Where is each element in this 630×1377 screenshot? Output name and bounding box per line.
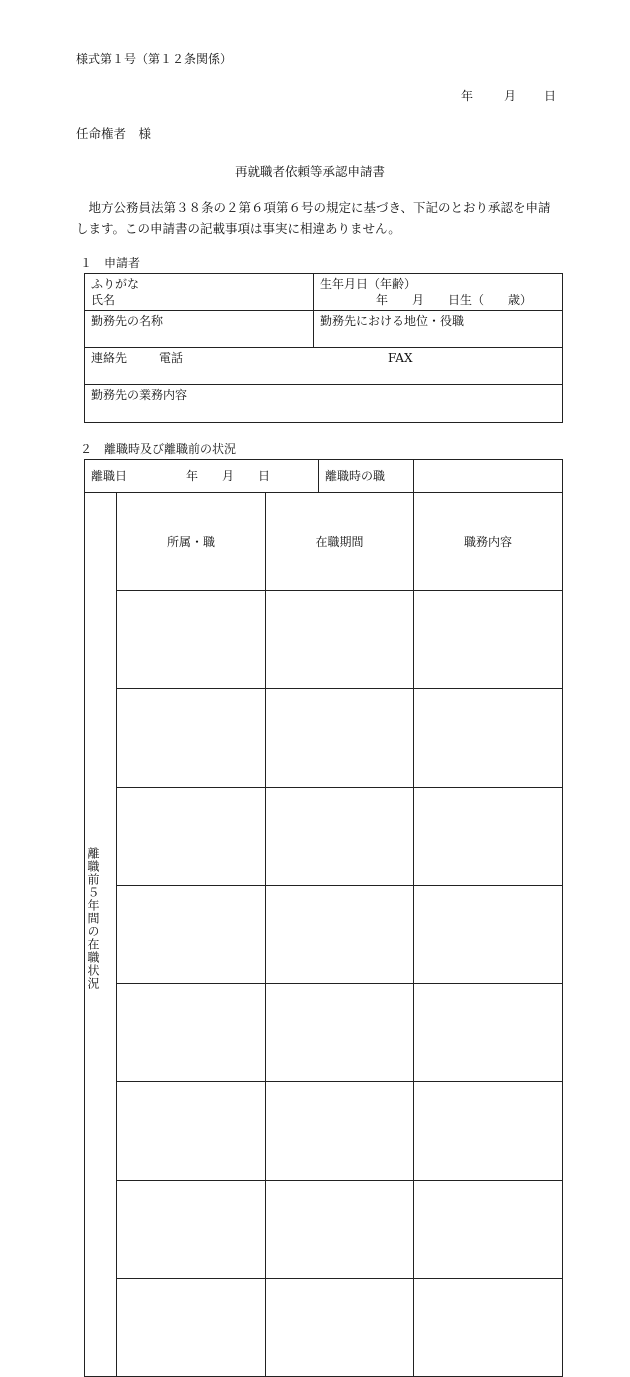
table-row <box>85 885 563 983</box>
table-row <box>85 1278 563 1376</box>
table-row <box>85 591 563 689</box>
period-cell[interactable] <box>266 1278 414 1376</box>
intro-paragraph: 地方公務員法第３８条の２第６項第６号の規定に基づき、下記のとおり承認を申請します。この申請書の記載事項は事実に相違ありません。 <box>76 197 556 239</box>
table-row <box>85 1082 563 1180</box>
name-label: 氏名 <box>91 292 307 308</box>
employer-name-label: 勤務先の名称 <box>85 311 313 331</box>
name-cell[interactable] <box>85 274 314 311</box>
date-month-label: 月 <box>504 89 516 103</box>
duties-cell[interactable] <box>414 787 563 885</box>
period-cell[interactable] <box>266 885 414 983</box>
affiliation-cell[interactable] <box>117 689 266 787</box>
period-cell[interactable] <box>266 1180 414 1278</box>
contact-label: 連絡先 <box>91 351 127 365</box>
period-cell[interactable] <box>266 689 414 787</box>
retire-date-label: 離職日 <box>91 469 127 483</box>
applicant-table <box>84 273 563 423</box>
retire-date-cell[interactable] <box>85 460 414 493</box>
birth-value: 年 月 日生（ 歳） <box>320 292 556 308</box>
duties-cell[interactable] <box>414 1082 563 1180</box>
fax-label: FAX <box>388 350 413 366</box>
addressee: 任命権者 様 <box>76 127 151 141</box>
duties-cell[interactable] <box>414 984 563 1082</box>
employment-history-table <box>84 459 563 1377</box>
side-label: 離職前５年間の在職状況 <box>85 461 102 1376</box>
col-header-duties: 職務内容 <box>414 493 563 591</box>
section1-heading: １ 申請者 <box>80 256 140 270</box>
birth-label: 生年月日（年齢） <box>320 276 556 292</box>
business-content-cell[interactable] <box>85 385 563 423</box>
affiliation-cell[interactable] <box>117 591 266 689</box>
table-row <box>85 787 563 885</box>
date-year-label: 年 <box>461 89 473 103</box>
period-cell[interactable] <box>266 591 414 689</box>
employer-name-cell[interactable] <box>85 311 314 348</box>
affiliation-cell[interactable] <box>117 787 266 885</box>
affiliation-cell[interactable] <box>117 1082 266 1180</box>
affiliation-cell[interactable] <box>117 1180 266 1278</box>
contact-cell[interactable] <box>85 348 563 385</box>
col-header-affiliation: 所属・職 <box>117 493 266 591</box>
affiliation-cell[interactable] <box>117 885 266 983</box>
duties-cell[interactable] <box>414 885 563 983</box>
phone-label: 電話 <box>159 350 183 366</box>
position-label: 勤務先における地位・役職 <box>314 311 562 331</box>
retire-date-value: 年 月 日 <box>186 468 270 484</box>
section2-heading: ２ 離職時及び離職前の状況 <box>80 442 236 456</box>
duties-cell[interactable] <box>414 1180 563 1278</box>
table-row <box>85 689 563 787</box>
duties-cell[interactable] <box>414 1278 563 1376</box>
birth-cell[interactable] <box>314 274 563 311</box>
affiliation-cell[interactable] <box>117 1278 266 1376</box>
business-label: 勤務先の業務内容 <box>85 385 562 405</box>
table-row <box>85 1180 563 1278</box>
affiliation-cell[interactable] <box>117 984 266 1082</box>
table-row <box>85 984 563 1082</box>
period-cell[interactable] <box>266 984 414 1082</box>
side-label-cell <box>85 493 117 1377</box>
duties-cell[interactable] <box>414 591 563 689</box>
document-title: 再就職者依頼等承認申請書 <box>235 165 385 179</box>
furigana-label: ふりがな <box>91 276 307 292</box>
col-header-period: 在職期間 <box>266 493 414 591</box>
duties-cell[interactable] <box>414 689 563 787</box>
period-cell[interactable] <box>266 787 414 885</box>
retire-post-value[interactable] <box>414 460 563 493</box>
position-cell[interactable] <box>314 311 563 348</box>
form-number: 様式第１号（第１２条関係） <box>76 52 232 66</box>
date-day-label: 日 <box>544 89 556 103</box>
retire-post-label: 離職時の職 <box>325 468 385 484</box>
period-cell[interactable] <box>266 1082 414 1180</box>
